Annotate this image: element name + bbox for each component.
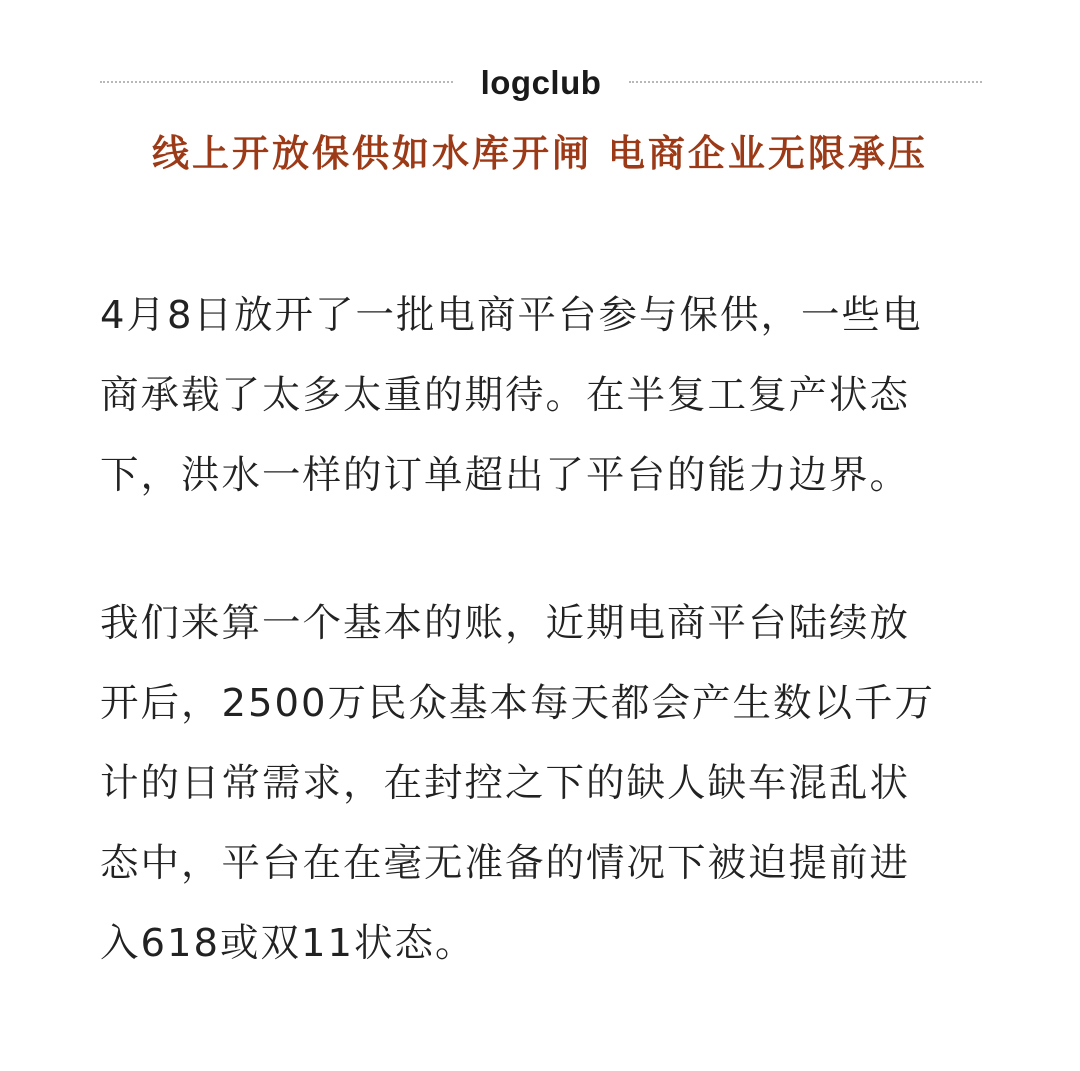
paragraph-line: 态中，平台在在毫无准备的情况下被迫提前进 — [100, 841, 911, 886]
dotted-divider-right — [629, 81, 982, 83]
dotted-divider-left — [100, 81, 453, 83]
paragraph-line: 计的日常需求，在封控之下的缺人缺车混乱状 — [100, 761, 911, 806]
paragraph-line: 下，洪水一样的订单超出了平台的能力边界。 — [100, 453, 911, 498]
paragraph-line: 入618或双11状态。 — [100, 921, 476, 966]
brand-header — [100, 58, 982, 106]
paragraph-1 — [100, 276, 990, 516]
brand-name: logclub — [480, 63, 602, 101]
paragraph-line: 商承载了太多太重的期待。在半复工复产状态 — [100, 373, 911, 418]
article-headline: 线上开放保供如水库开闸 电商企业无限承压 — [152, 132, 928, 175]
paragraph-line: 开后，2500万民众基本每天都会产生数以千万 — [100, 681, 935, 726]
paragraph-line: 我们来算一个基本的账，近期电商平台陆续放 — [100, 601, 911, 646]
paragraph-2 — [100, 584, 990, 984]
paragraph-line: 4月8日放开了一批电商平台参与保供，一些电 — [100, 293, 923, 338]
